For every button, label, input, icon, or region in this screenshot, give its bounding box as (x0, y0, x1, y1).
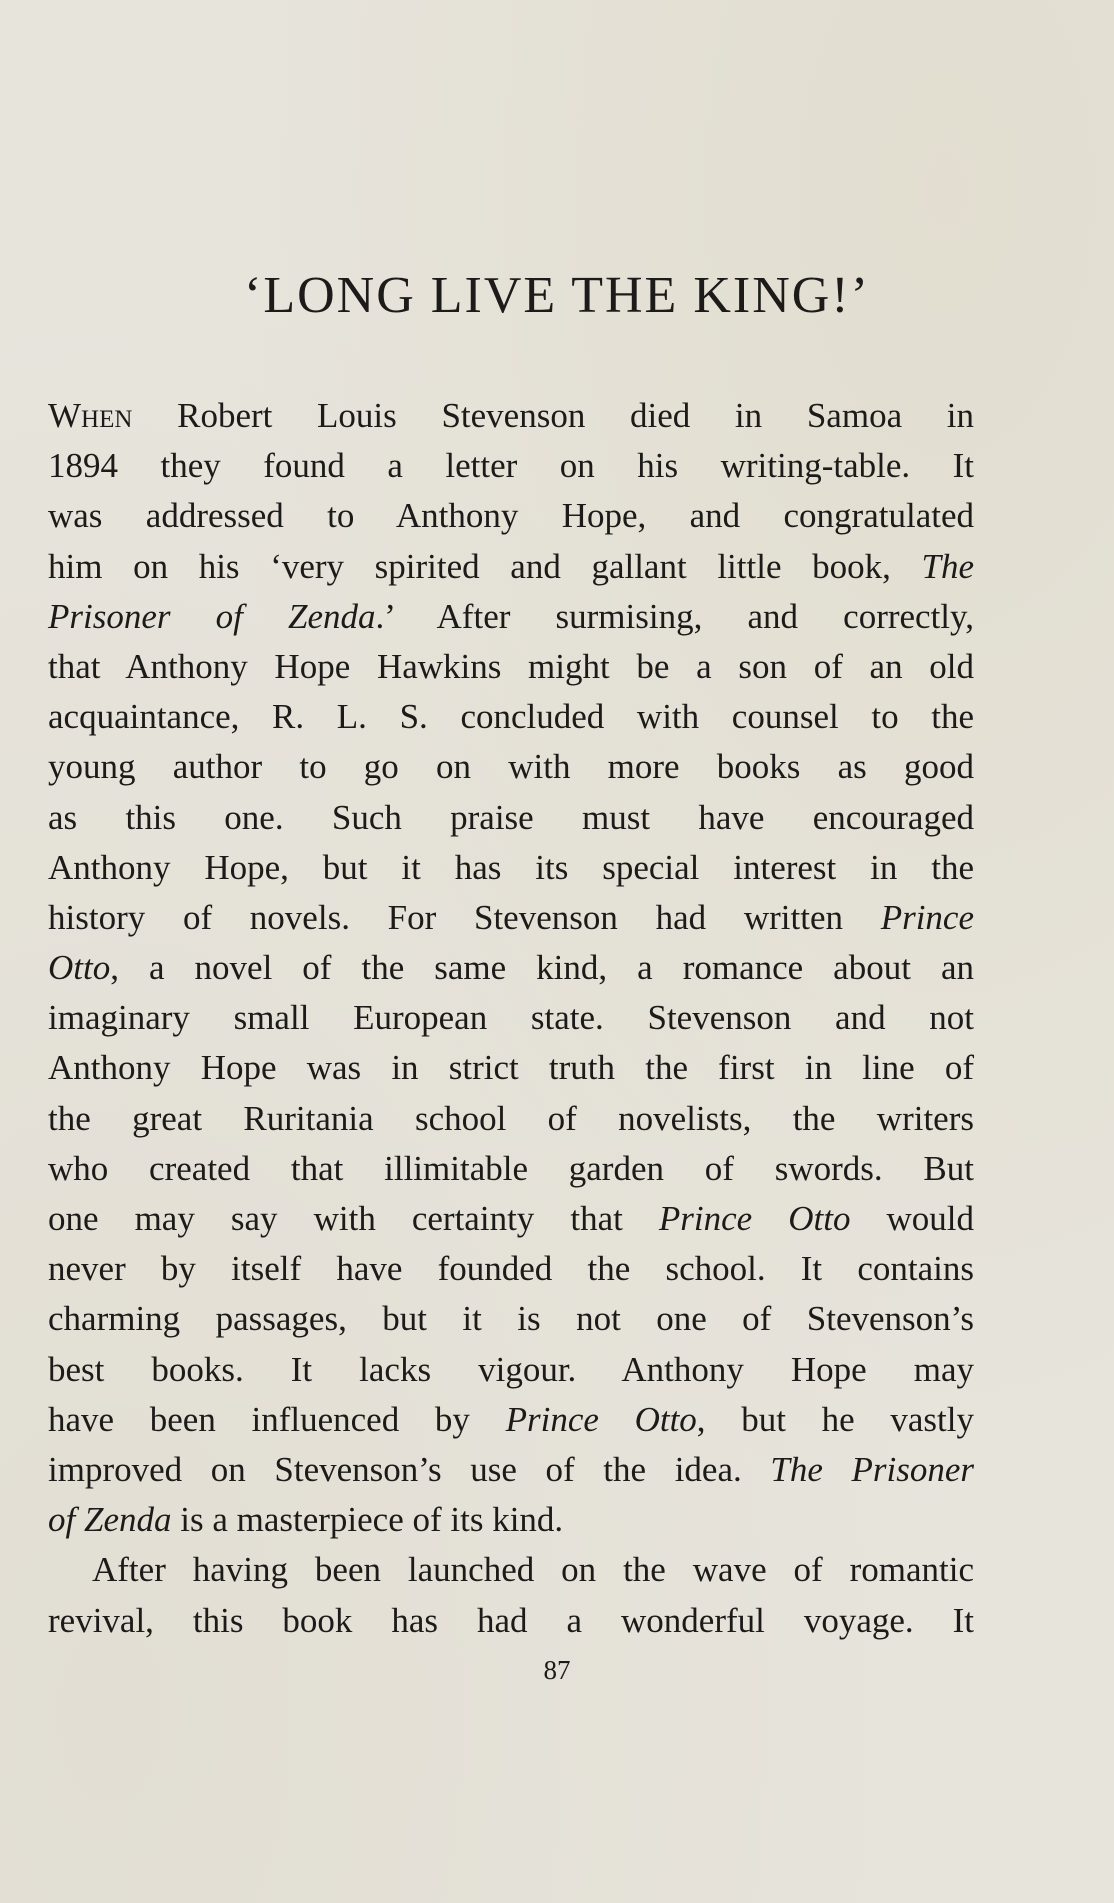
text-segment: one may say with certainty that (48, 1199, 659, 1238)
text-line (48, 491, 974, 541)
text-segment: him on his ‘very spirited and gallant little book, (48, 546, 922, 586)
text-segment: , but he vastly (696, 1399, 974, 1439)
text-segment: 1894 they found a letter on his writing-table. It (48, 446, 974, 486)
text-segment: Anthony Hope, but it has its special interest in the (48, 847, 974, 887)
italic-title-text: Prince (880, 897, 974, 937)
text-line (48, 893, 974, 943)
text-segment: When (48, 396, 133, 435)
text-segment: charming passages, but it is not one of Stevenson’s (48, 1299, 974, 1339)
text-line (48, 1495, 974, 1545)
italic-title-text: Prisoner of Zenda (48, 596, 376, 636)
text-line (48, 1043, 974, 1093)
page-number: 87 (543, 1655, 571, 1685)
text-segment: best books. It lacks vigour. Anthony Hope may (48, 1349, 974, 1389)
text-line (48, 742, 974, 792)
text-segment: as this one. Such praise must have encouraged (48, 797, 974, 837)
text-line (48, 1294, 974, 1344)
text-line (48, 1395, 974, 1445)
text-line (48, 1345, 974, 1395)
text-segment: acquaintance, R. L. S. concluded with counsel to the (48, 697, 974, 737)
italic-title-text: Prince Otto (505, 1399, 697, 1439)
text-line (48, 943, 974, 993)
text-line (48, 993, 974, 1043)
text-segment: history of novels. For Stevenson had written (48, 897, 881, 937)
text-segment: Robert Louis Stevenson died in Samoa in (132, 396, 974, 435)
text-line (48, 1144, 974, 1194)
italic-title-text: of Zenda (48, 1500, 172, 1540)
text-segment: the great Ruritania school of novelists, the writers (48, 1098, 974, 1138)
text-segment: .’ After surmising, and correctly, (375, 596, 974, 636)
text-segment: improved on Stevenson’s use of the idea. (48, 1449, 771, 1489)
text-line (48, 1194, 974, 1244)
chapter-title: ‘LONG LIVE THE KING!’ (244, 267, 870, 324)
text-line (48, 1445, 974, 1495)
text-line (48, 441, 974, 491)
text-segment: imaginary small European state. Stevenson and not (48, 998, 974, 1038)
text-segment: revival, this book has had a wonderful voyage. It (48, 1600, 974, 1640)
text-segment: would (850, 1199, 974, 1238)
text-line (48, 1545, 974, 1595)
body-text (48, 391, 974, 1646)
text-line (48, 542, 974, 592)
text-line (48, 642, 974, 692)
italic-title-text: Prince Otto (658, 1199, 851, 1238)
text-segment: was addressed to Anthony Hope, and congratulated (48, 496, 974, 536)
text-segment: , a novel of the same kind, a romance about an (110, 948, 974, 988)
text-line (48, 592, 974, 642)
text-line (48, 692, 974, 742)
text-line (48, 1596, 974, 1646)
text-segment: never by itself have founded the school. It contains (48, 1249, 974, 1289)
text-segment: have been influenced by (48, 1399, 506, 1439)
text-line (48, 1244, 974, 1294)
text-line (48, 793, 974, 843)
text-segment: Anthony Hope was in strict truth the first in line of (48, 1048, 974, 1088)
text-segment: young author to go on with more books as good (48, 747, 974, 787)
text-segment: After having been launched on the wave of romantic (92, 1550, 974, 1590)
text-line (48, 391, 974, 441)
italic-title-text: Otto (48, 948, 111, 988)
text-segment: is a masterpiece of its kind. (171, 1500, 564, 1540)
text-line (48, 1094, 974, 1144)
text-segment: that Anthony Hope Hawkins might be a son of an old (48, 646, 974, 686)
italic-title-text: The (921, 546, 974, 586)
text-line (48, 843, 974, 893)
italic-title-text: The Prisoner (770, 1449, 975, 1489)
text-segment: who created that illimitable garden of swords. But (48, 1148, 974, 1188)
